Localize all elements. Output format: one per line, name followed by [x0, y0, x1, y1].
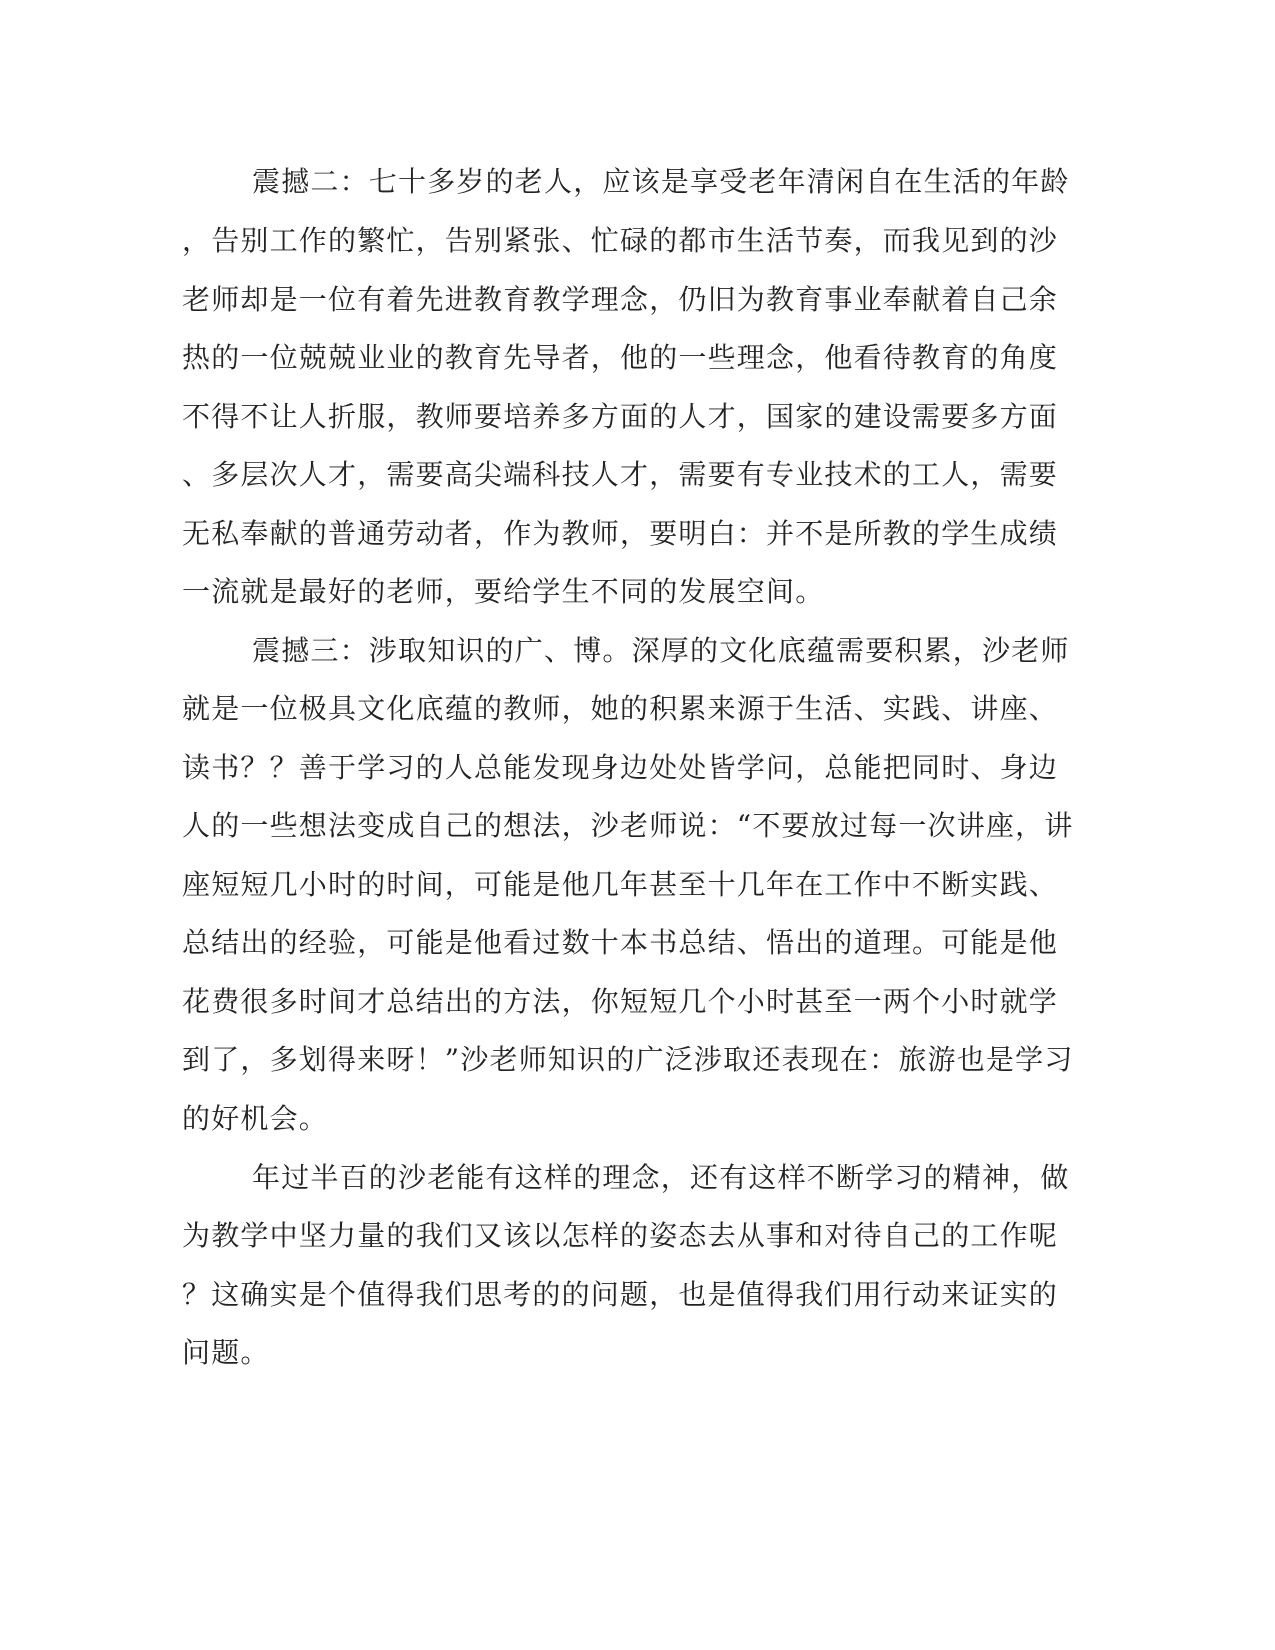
paragraph-2-line-6: 、多层次人才，需要高尖端科技人才，需要有专业技术的工人，需要 [182, 458, 1059, 491]
paragraph-2-line-3: 老师却是一位有着先进教育教学理念，仍旧为教育事业奉献着自己余 [182, 283, 1059, 316]
paragraph-4-line-3: ？这确实是个值得我们思考的的问题，也是值得我们用行动来证实的 [182, 1278, 1059, 1311]
paragraph-3-line-9: 的好机会。 [182, 1102, 329, 1135]
paragraph-3-line-5: 座短短几小时的时间，可能是他几年甚至十几年在工作中不断实践、 [182, 868, 1059, 901]
paragraph-3-line-7: 花费很多时间才总结出的方法，你短短几个小时甚至一两个小时就学 [182, 985, 1059, 1018]
paragraph-2-line-1: 震撼二：七十多岁的老人，应该是享受老年清闲自在生活的年龄 [252, 165, 1070, 198]
paragraph-2-line-8: 一流就是最好的老师，要给学生不同的发展空间。 [182, 575, 825, 608]
paragraph-4-line-4: 问题。 [182, 1336, 270, 1369]
paragraph-2-line-4: 热的一位兢兢业业的教育先导者，他的一些理念，他看待教育的角度 [182, 341, 1059, 374]
paragraph-2-line-7: 无私奉献的普通劳动者，作为教师，要明白：并不是所教的学生成绩 [182, 517, 1059, 550]
paragraph-2-line-2: ，告别工作的繁忙，告别紧张、忙碌的都市生活节奏，而我见到的沙 [182, 224, 1059, 257]
paragraph-4-line-2: 为教学中坚力量的我们又该以怎样的姿态去从事和对待自己的工作呢 [182, 1219, 1059, 1252]
paragraph-2-line-5: 不得不让人折服，教师要培养多方面的人才，国家的建设需要多方面 [182, 400, 1059, 433]
paragraph-3-line-2: 就是一位极具文化底蕴的教师，她的积累来源于生活、实践、讲座、 [182, 692, 1059, 725]
paragraph-3-line-8: 到了，多划得来呀！”沙老师知识的广泛涉取还表现在：旅游也是学习 [182, 1043, 1074, 1076]
paragraph-3-line-4: 人的一些想法变成自己的想法，沙老师说：“不要放过每一次讲座，讲 [182, 809, 1074, 842]
paragraph-3-line-1: 震撼三：涉取知识的广、博。深厚的文化底蕴需要积累，沙老师 [252, 634, 1070, 667]
paragraph-3-line-6: 总结出的经验，可能是他看过数十本书总结、悟出的道理。可能是他 [182, 926, 1059, 959]
paragraph-4-line-1: 年过半百的沙老能有这样的理念，还有这样不断学习的精神，做 [252, 1161, 1070, 1194]
paragraph-3-line-3: 读书？？善于学习的人总能发现身边处处皆学问，总能把同时、身边 [182, 751, 1059, 784]
